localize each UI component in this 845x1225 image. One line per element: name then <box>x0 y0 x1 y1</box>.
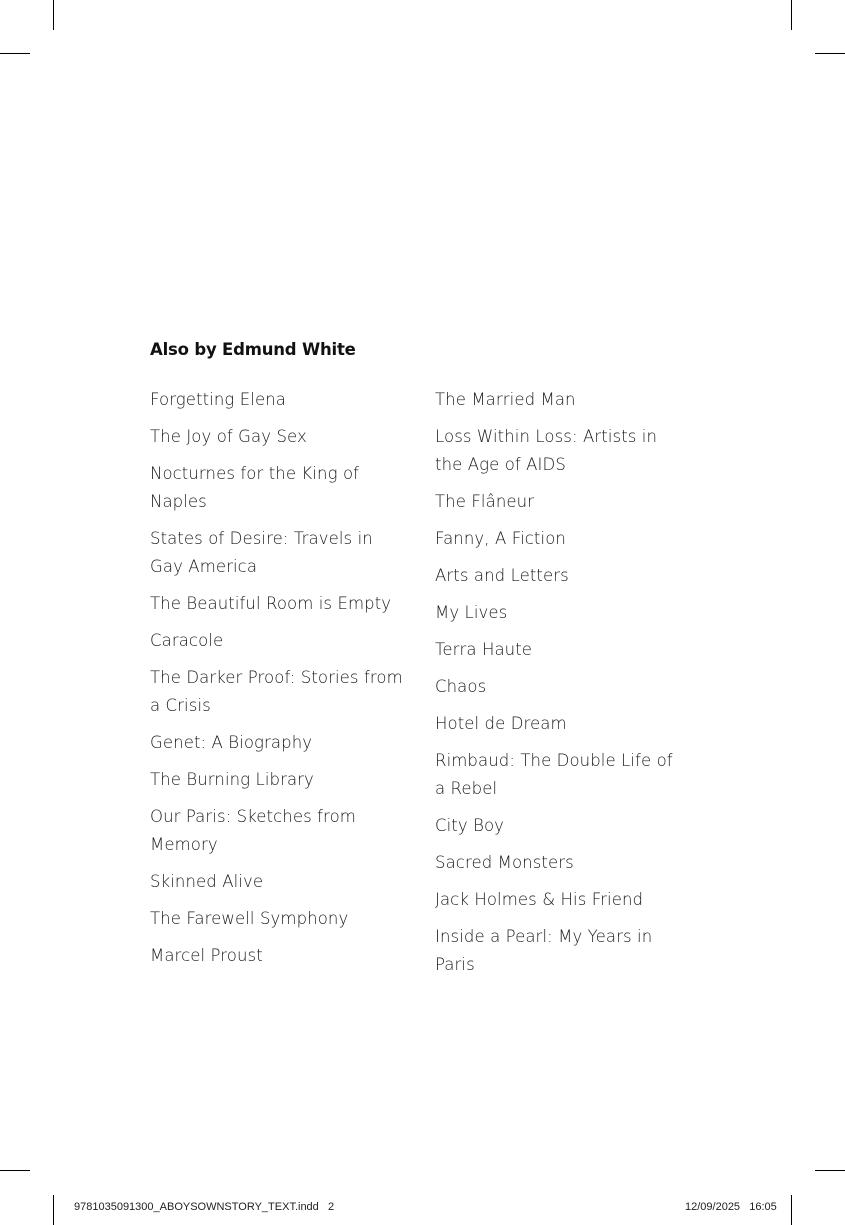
book-title: City Boy <box>435 816 505 835</box>
crop-mark-bottom-left-h <box>0 1170 30 1171</box>
crop-mark-bottom-right-h <box>815 1170 845 1171</box>
crop-mark-top-left-h <box>0 53 30 54</box>
book-title: The Beautiful Room is Empty <box>150 594 392 613</box>
book-title: My Lives <box>435 603 508 622</box>
book-title: Caracole <box>150 631 224 650</box>
crop-mark-bottom-right <box>791 1195 792 1225</box>
book-list-left <box>150 386 410 979</box>
book-title: Marcel Proust <box>150 946 263 965</box>
book-title: Inside a Pearl: My Years in Paris <box>435 927 653 974</box>
book-title: Hotel de Dream <box>435 714 567 733</box>
book-title: Skinned Alive <box>150 872 264 891</box>
book-title: Fanny, A Fiction <box>435 529 566 548</box>
book-title: Forgetting Elena <box>150 390 287 409</box>
book-title: The Darker Proof: Stories from a Crisis <box>150 668 403 715</box>
book-title: The Burning Library <box>150 770 314 789</box>
book-title: Jack Holmes & His Friend <box>435 890 644 909</box>
book-title: Sacred Monsters <box>435 853 574 872</box>
book-title: Rimbaud: The Double Life of a Rebel <box>435 751 673 798</box>
crop-mark-top-right-h <box>815 53 845 54</box>
slug-timestamp: 12/09/2025 16:05 <box>685 1201 777 1213</box>
crop-mark-top-right <box>791 0 792 30</box>
book-title: The Joy of Gay Sex <box>150 427 307 446</box>
crop-mark-top-left <box>53 0 54 30</box>
book-title: States of Desire: Travels in Gay America <box>150 529 373 576</box>
book-title: The Married Man <box>435 390 576 409</box>
slug-filename: 9781035091300_ABOYSOWNSTORY_TEXT.indd 2 <box>74 1201 335 1213</box>
book-title: Genet: A Biography <box>150 733 313 752</box>
book-title: Arts and Letters <box>435 566 569 585</box>
book-title: Our Paris: Sketches from Memory <box>150 807 356 854</box>
book-title: The Flâneur <box>435 492 535 511</box>
crop-mark-bottom-left <box>53 1195 54 1225</box>
book-title: Chaos <box>435 677 487 696</box>
page-heading: Also by Edmund White <box>150 340 356 359</box>
book-title: Loss Within Loss: Artists in the Age of AIDS <box>435 427 658 474</box>
book-title: The Farewell Symphony <box>150 909 349 928</box>
book-title: Nocturnes for the King of Naples <box>150 464 360 511</box>
book-list-right <box>435 386 675 988</box>
book-title: Terra Haute <box>435 640 533 659</box>
